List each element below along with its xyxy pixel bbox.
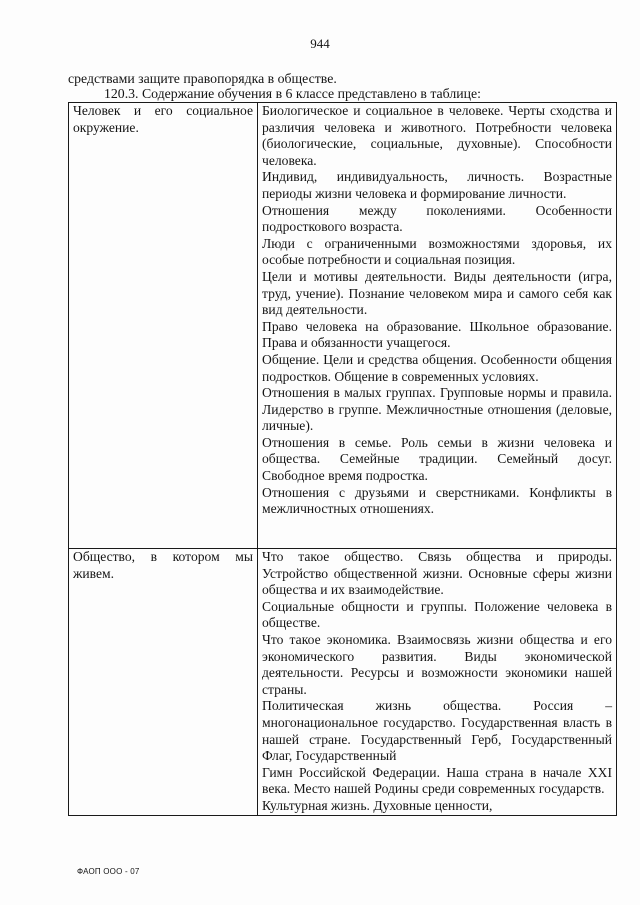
content-paragraph: Отношения с друзьями и сверстниками. Конфликты в межличностных отношениях. bbox=[262, 484, 612, 517]
content-paragraph: Отношения в семье. Роль семьи в жизни человека и общества. Семейные традиции. Семейный досуг. Свободное время подростка. bbox=[262, 434, 612, 484]
content-table bbox=[68, 102, 617, 816]
section-heading: 120.3. Содержание обучения в 6 классе представлено в таблице: bbox=[104, 86, 481, 101]
content-paragraph: Люди с ограниченными возможностями здоровья, их особые потребности и социальная позиция. bbox=[262, 235, 612, 268]
content-paragraph: Культурная жизнь. Духовные ценности, bbox=[262, 797, 493, 813]
content-paragraph: Общение. Цели и средства общения. Особенности общения подростков. Общение в современных условиях. bbox=[262, 351, 612, 384]
topic-title: Человек и его социальное окружение. bbox=[73, 103, 253, 135]
content-paragraph: Отношения между поколениями. Особенности подросткового возраста. bbox=[262, 202, 612, 235]
topic-cell bbox=[69, 549, 258, 816]
content-paragraph: Гимн Российской Федерации. Наша страна в начале XXI века. Место нашей Родины среди современных государств. bbox=[262, 764, 612, 797]
table-row bbox=[69, 103, 617, 549]
content-paragraph: Цели и мотивы деятельности. Виды деятельности (игра, труд, учение). Познание человеком мира и самого себя как вид деятельности. bbox=[262, 268, 612, 318]
content-paragraph: Право человека на образование. Школьное образование. Права и обязанности учащегося. bbox=[262, 318, 612, 351]
content-paragraph: Индивид, индивидуальность, личность. Возрастные периоды жизни человека и формирование личности. bbox=[262, 169, 612, 201]
content-paragraph: Политическая жизнь общества. Россия – многонациональное государство. Государственная власть в нашей стране. Государственный Герб, Государственный Флаг, Государственный bbox=[262, 698, 612, 764]
content-cell bbox=[258, 103, 617, 549]
document-code-footer: ФАОП ООО - 07 bbox=[77, 867, 140, 876]
content-paragraph: Биологическое и социальное в человеке. Черты сходства и различия человека и животного. Потребности человека (биологические, социальные, духовные). Способности человека. bbox=[262, 103, 612, 168]
content-cell bbox=[258, 549, 617, 816]
content-paragraph: Отношения в малых группах. Групповые нормы и правила. Лидерство в группе. Межличностные отношения (деловые, личные). bbox=[262, 385, 612, 434]
table-row bbox=[69, 549, 617, 816]
topic-cell bbox=[69, 103, 258, 549]
content-paragraph: Что такое экономика. Взаимосвязь жизни общества и его экономического развития. Виды экономической деятельности. Ресурсы и возможности экономики нашей страны. bbox=[262, 631, 612, 697]
page-number: 944 bbox=[310, 36, 330, 51]
content-paragraph: Социальные общности и группы. Положение человека в обществе. bbox=[262, 598, 612, 631]
content-paragraph: Что такое общество. Связь общества и природы. Устройство общественной жизни. Основные сферы жизни общества и их взаимодействие. bbox=[262, 549, 612, 598]
intro-text-line: средствами защите правопорядка в обществе. bbox=[68, 71, 337, 86]
topic-title: Общество, в котором мы живем. bbox=[73, 549, 253, 581]
